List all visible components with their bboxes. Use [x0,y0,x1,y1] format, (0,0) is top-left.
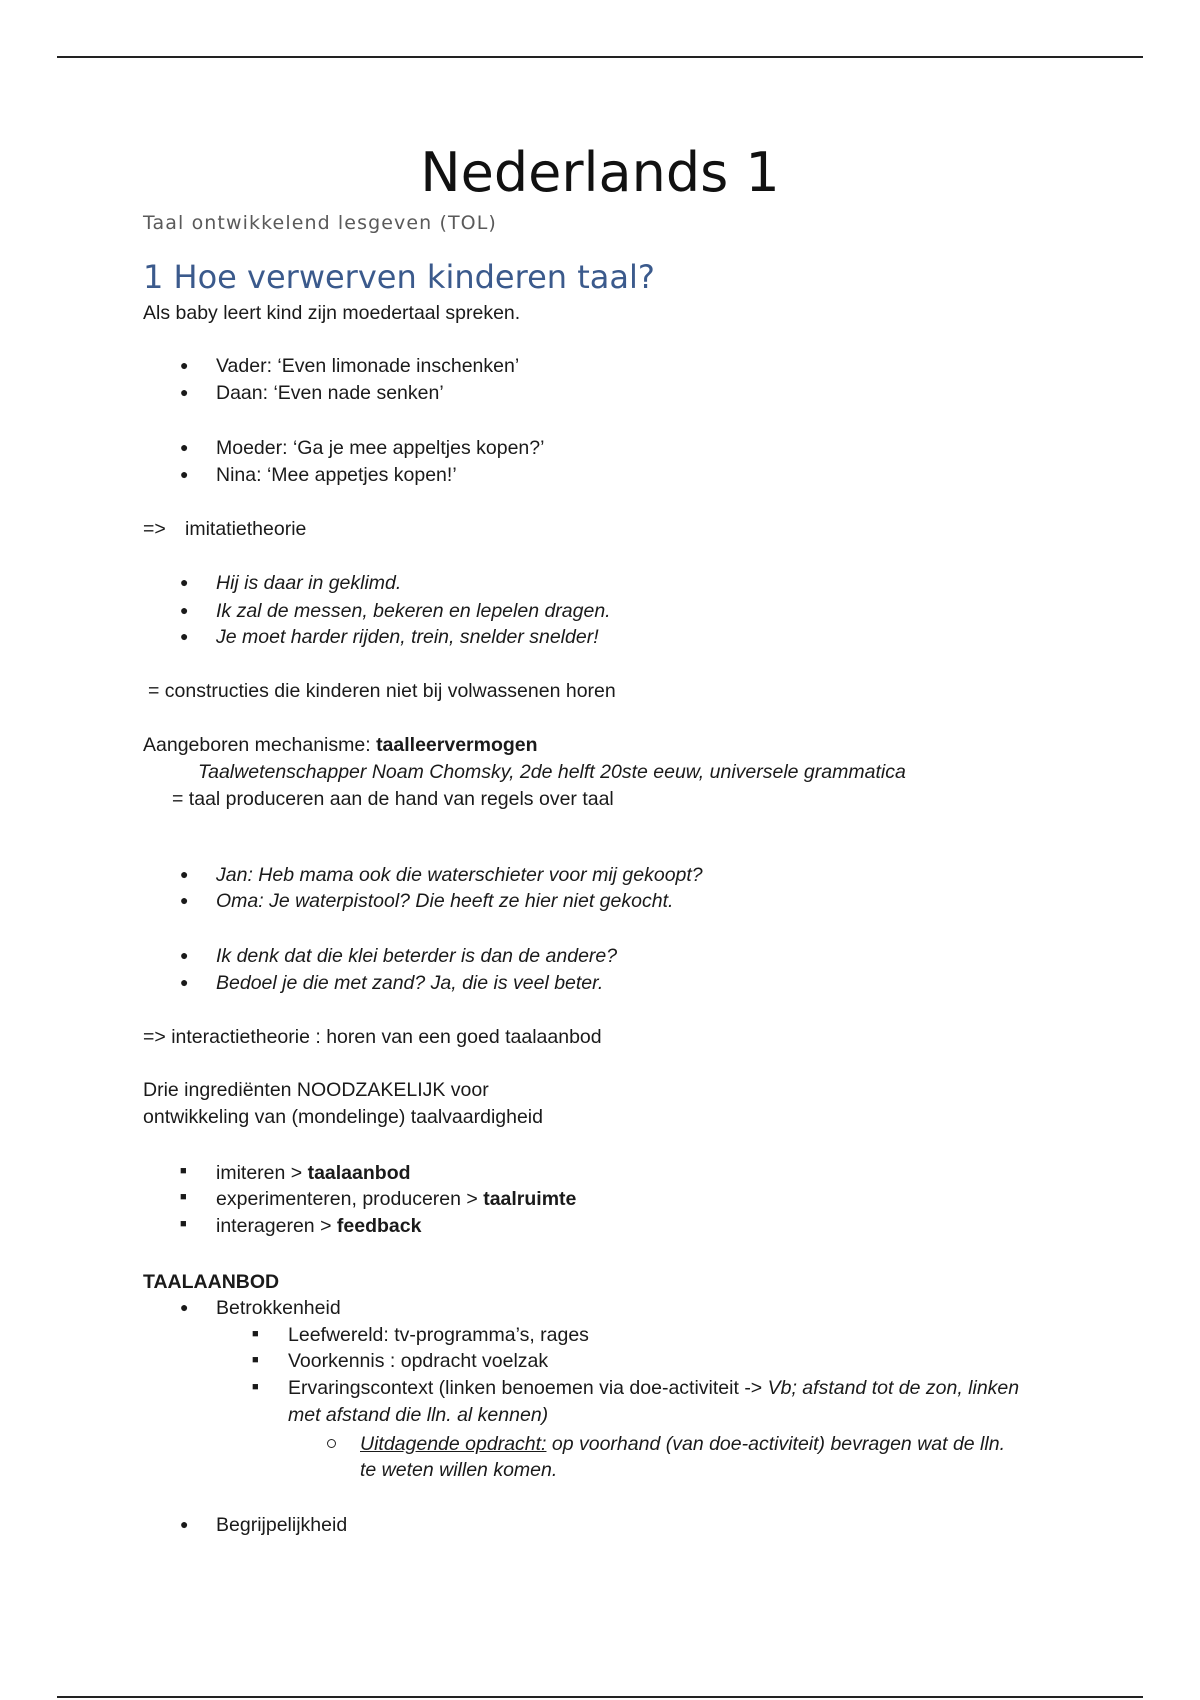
square-bullet-icon: ■ [252,1328,259,1340]
list-item [216,1213,421,1239]
arrow-symbol: => [143,518,166,540]
imitation-theory: imitatietheorie [185,518,307,540]
uitdagend-underlined: Uitdagende opdracht: [360,1433,547,1455]
bullet-icon: ● [180,439,189,455]
square-bullet-icon: ■ [180,1191,187,1203]
bullet-icon: ● [180,892,189,908]
list-item: Begrijpelijkheid [216,1514,348,1536]
rules-text: = taal produceren aan de hand van regels over taal [172,788,614,810]
ingredient-bold: taalaanbod [307,1162,411,1184]
list-item [216,1160,411,1186]
bullet-icon: ● [180,602,189,618]
bullet-icon: ● [180,628,189,644]
document-subtitle: Taal ontwikkelend lesgeven (TOL) [143,212,497,234]
ingredient-text: interageren > [216,1215,337,1237]
ingredients-line-2: ontwikkeling van (mondelinge) taalvaardigheid [143,1106,543,1128]
list-item: Ik denk dat die klei beterder is dan de andere? [216,945,618,967]
square-bullet-icon: ■ [180,1165,187,1177]
document-title: Nederlands 1 [420,141,780,204]
ingredient-text: experimenteren, produceren > [216,1188,484,1210]
list-item: Nina: ‘Mee appetjes kopen!’ [216,464,457,486]
list-item [216,1186,576,1212]
list-item [360,1431,1005,1457]
list-item-continuation: met afstand die lln. al kennen) [288,1404,549,1426]
ingredient-bold: feedback [336,1215,422,1237]
list-item: Daan: ‘Even nade senken’ [216,382,444,404]
innate-label: Aangeboren mechanisme: [143,734,377,756]
list-item: Jan: Heb mama ook die waterschieter voor mij gekoopt? [216,864,703,886]
list-item: Je moet harder rijden, trein, snelder snelder! [216,626,599,648]
bullet-icon: ● [180,1516,189,1532]
bullet-icon: ● [180,947,189,963]
square-bullet-icon: ■ [180,1218,187,1230]
bullet-icon: ● [180,357,189,373]
ingredient-text: imiteren > [216,1162,308,1184]
list-item [288,1375,1019,1401]
list-item: Betrokkenheid [216,1297,341,1319]
list-item-continuation: te weten willen komen. [360,1459,558,1481]
bullet-icon: ● [180,574,189,590]
chomsky-text: Taalwetenschapper Noam Chomsky, 2de helft 20ste eeuw, universele grammatica [198,761,906,783]
square-bullet-icon: ■ [252,1381,259,1393]
ingredients-line-1: Drie ingrediënten NOODZAKELIJK voor [143,1079,489,1101]
intro-text: Als baby leert kind zijn moedertaal spreken. [143,302,521,324]
list-item: Leefwereld: tv-programma’s, rages [288,1324,589,1346]
footer-rule [57,1696,1143,1698]
circle-bullet-icon [327,1439,336,1448]
interaction-theory: => interactietheorie : horen van een goed taalaanbod [143,1026,602,1048]
uitdagend-rest: op voorhand (van doe-activiteit) bevragen wat de lln. [546,1433,1005,1455]
bullet-icon: ● [180,1299,189,1315]
ervaring-plain: Ervaringscontext (linken benoemen via doe-activiteit -> [288,1377,768,1399]
bullet-icon: ● [180,384,189,400]
list-item: Ik zal de messen, bekeren en lepelen dragen. [216,600,611,622]
innate-bold: taalleervermogen [376,734,538,756]
list-item: Voorkennis : opdracht voelzak [288,1350,549,1372]
bullet-icon: ● [180,866,189,882]
list-item: Hij is daar in geklimd. [216,572,402,594]
square-bullet-icon: ■ [252,1354,259,1366]
taalaanbod-heading: TAALAANBOD [143,1271,280,1293]
bullet-icon: ● [180,466,189,482]
list-item: Moeder: ‘Ga je mee appeltjes kopen?’ [216,437,545,459]
header-rule [57,56,1143,58]
list-item: Oma: Je waterpistool? Die heeft ze hier niet gekocht. [216,890,674,912]
section-heading: 1 Hoe verwerven kinderen taal? [143,258,655,296]
innate-mechanism [143,732,538,758]
ervaring-italic: Vb; afstand tot de zon, linken [767,1377,1020,1399]
constructions-text: = constructies die kinderen niet bij volwassenen horen [148,680,616,702]
ingredient-bold: taalruimte [483,1188,577,1210]
bullet-icon: ● [180,974,189,990]
list-item: Vader: ‘Even limonade inschenken’ [216,355,520,377]
list-item: Bedoel je die met zand? Ja, die is veel beter. [216,972,604,994]
